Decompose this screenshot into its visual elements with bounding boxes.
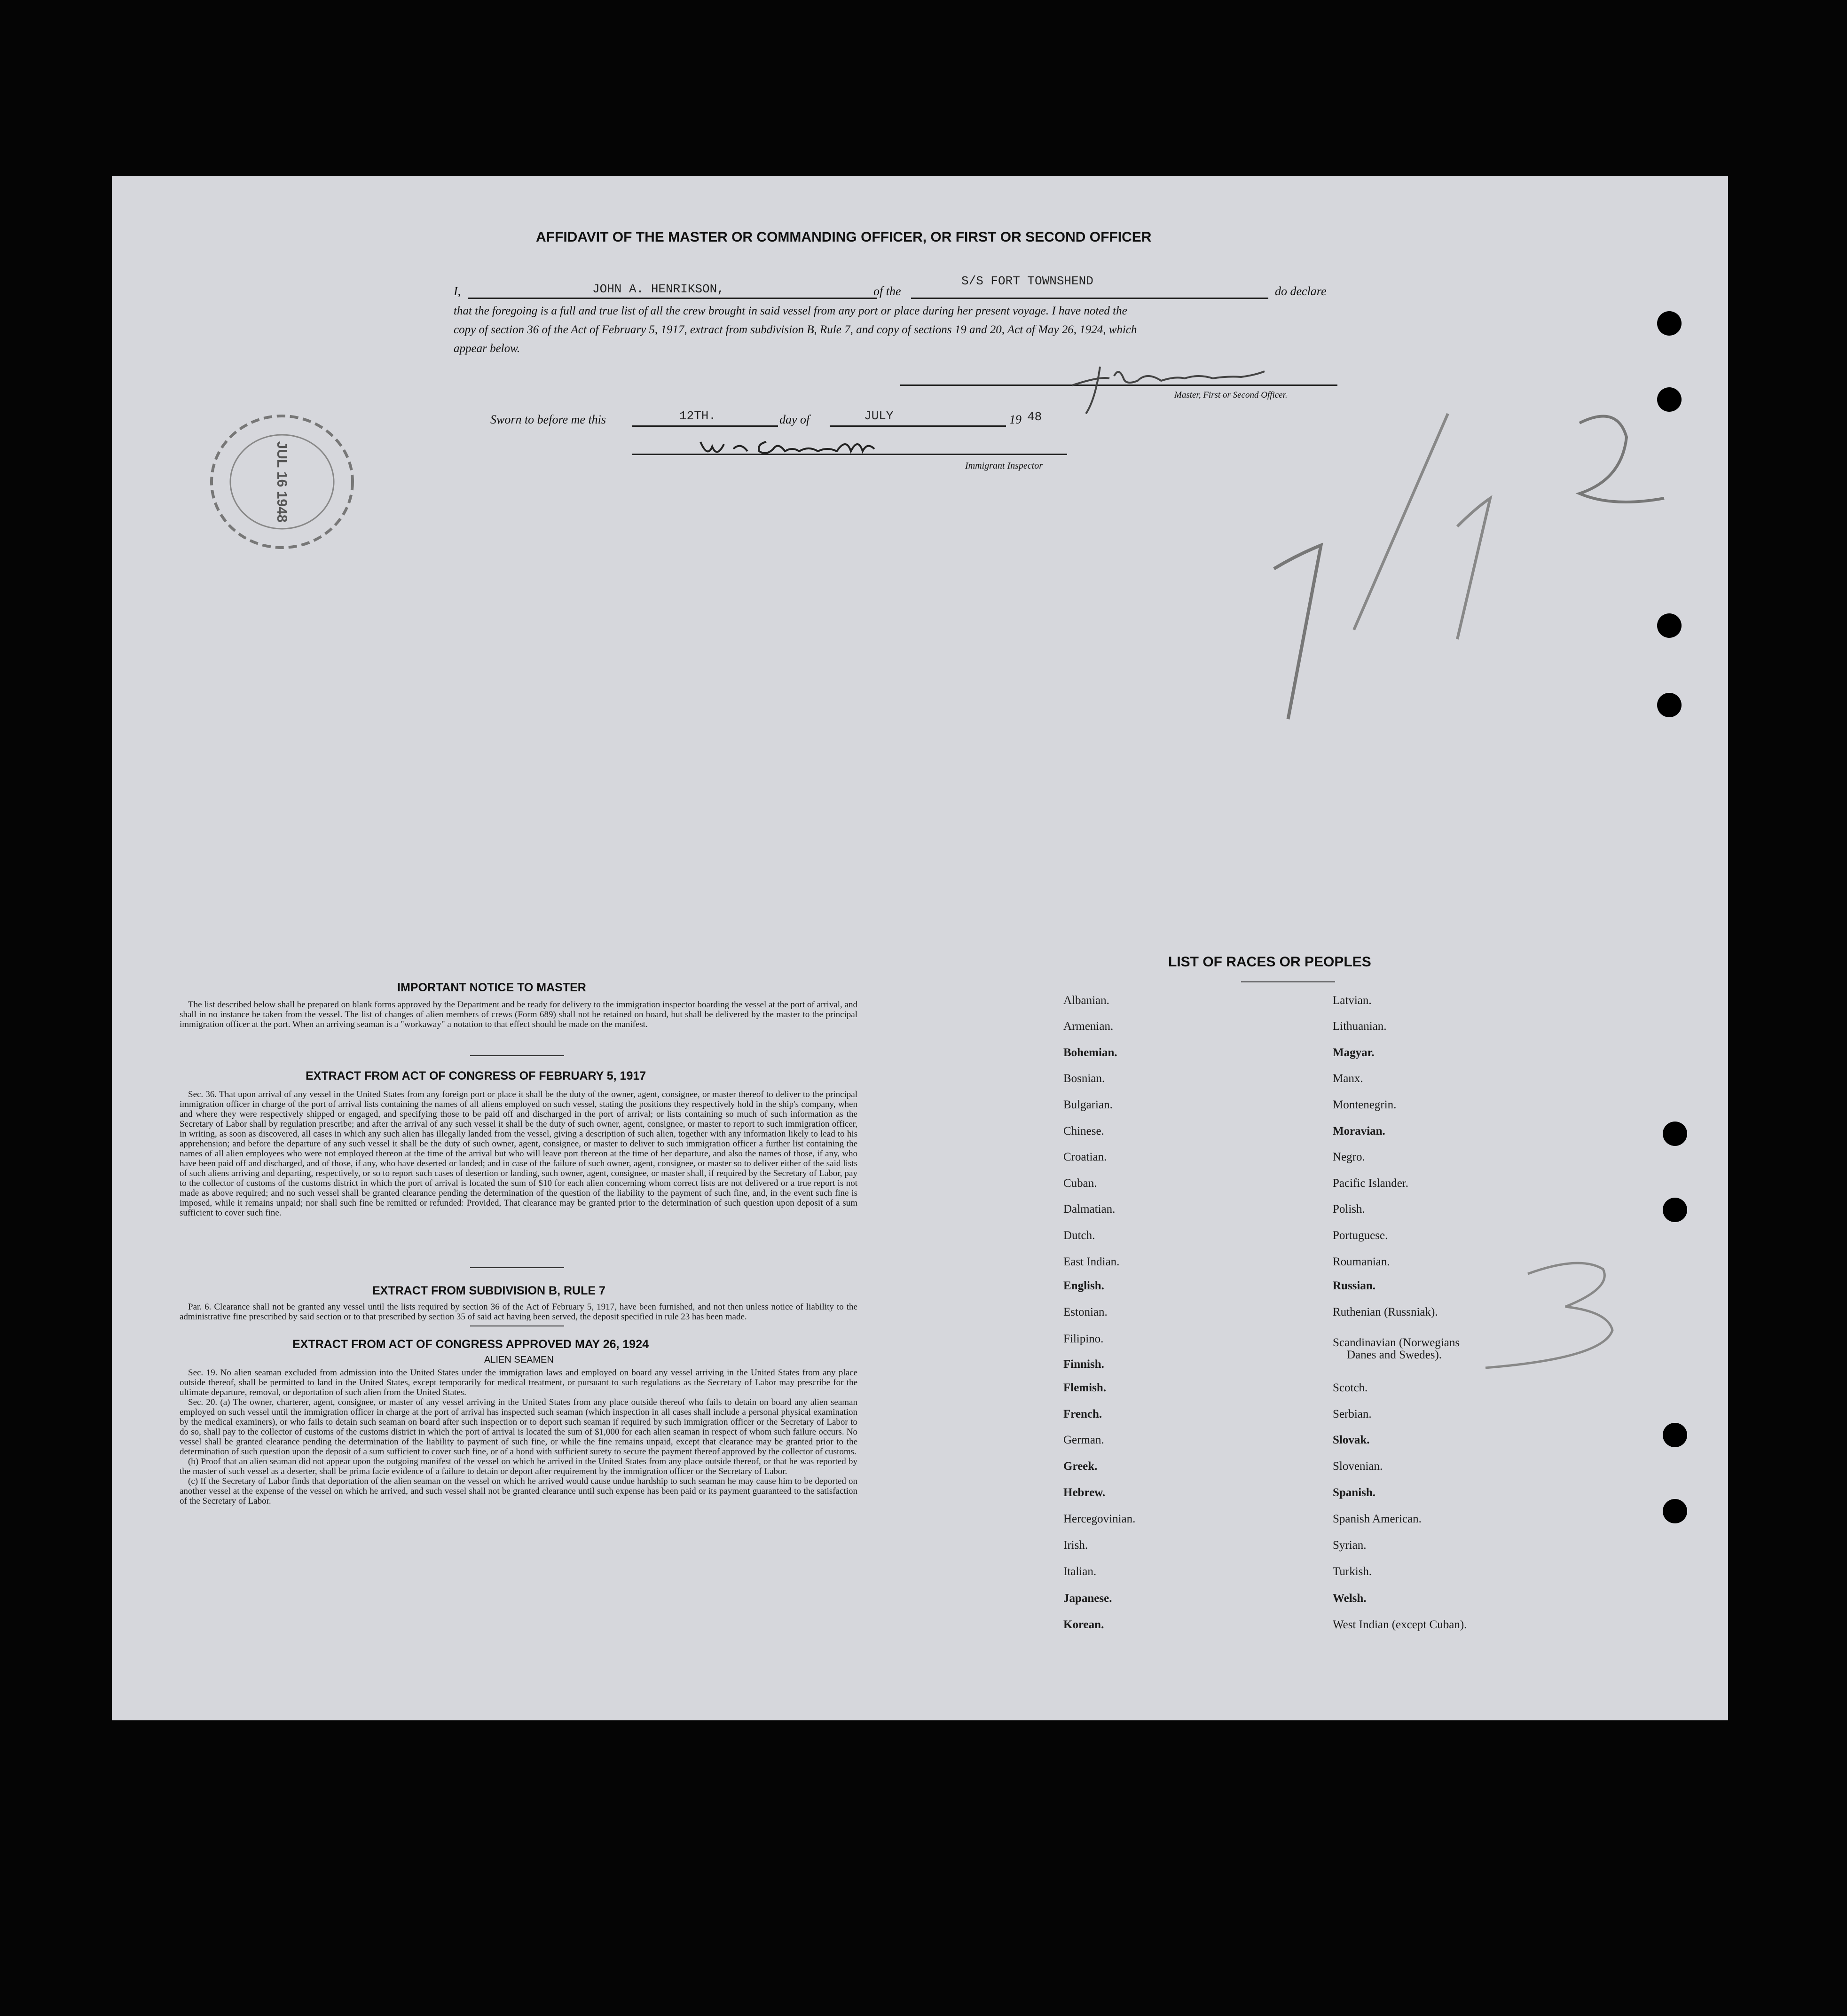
binder-hole (1657, 693, 1682, 717)
rule7-text: Par. 6. Clearance shall not be granted any vessel until the lists required by section 36 of the Act of February 5, 1917, have been furnished, and not then unless notice of liability to the administrative fine prescribed by said section or to that prescribed by section 35 of said act having been served, the deposit specified in rule 23 has been made. (180, 1302, 857, 1322)
race-left-item: English. (1063, 1279, 1104, 1292)
binder-hole (1657, 311, 1682, 336)
race-left-item: Bosnian. (1063, 1072, 1105, 1085)
race-left-item: Korean. (1063, 1618, 1104, 1631)
race-left-item: Bohemian. (1063, 1046, 1117, 1059)
race-right-item: Serbian. (1333, 1408, 1372, 1420)
month-line (830, 425, 1006, 427)
race-left-item: Greek. (1063, 1460, 1098, 1473)
race-right-item: Lithuanian. (1333, 1020, 1387, 1033)
race-right-item: West Indian (except Cuban). (1333, 1618, 1467, 1631)
race-left-item: Italian. (1063, 1565, 1097, 1578)
race-left-item: Japanese. (1063, 1592, 1112, 1605)
race-right-item: Danes and Swedes). (1347, 1349, 1442, 1361)
inspector-signature-line (632, 454, 1067, 455)
statement-line-3: appear below. (454, 342, 520, 355)
race-left-item: Hebrew. (1063, 1486, 1106, 1499)
race-right-item: Moravian. (1333, 1125, 1385, 1137)
sec-20a-text: Sec. 20. (a) The owner, charterer, agent, consignee, or master of any vessel arriving in the United States from any place outside thereof who fails to detain on board any alien seaman employed on such vessel until the immigration officer in charge at the port of arrival has inspected such seaman (which inspection in all cases shall include a personal physical examination by the medical examiners), or who fails to detain such seaman on board after such inspection or to deport such seaman if required by such immigration officer or the Secretary of Labor to do so, shall pay to the collector of customs of the customs district in which the port of arrival is located the sum of $1,000 for each alien seaman in respect of whom such failure occurs. No vessel shall be granted clearance pending the determination of the liability to payment of such fine, or while the fine remains unpaid, except that clearance may be granted prior to the determination of such question upon the deposit of a sum sufficient to cover such fine, or of a bond with sufficient surety to secure the payment thereof approved by the collector of customs. (180, 1397, 857, 1457)
notice-title: IMPORTANT NOTICE TO MASTER (397, 981, 586, 994)
race-right-item: Magyar. (1333, 1046, 1375, 1059)
race-right-item: Manx. (1333, 1072, 1363, 1085)
of-the-label: of the (873, 284, 901, 298)
vessel-line (911, 298, 1268, 299)
binder-hole (1663, 1122, 1687, 1146)
date-stamp (200, 404, 364, 559)
name-line (468, 298, 877, 299)
master-name: JOHN A. HENRIKSON, (592, 282, 724, 296)
race-left-item: French. (1063, 1408, 1102, 1420)
race-left-item: Armenian. (1063, 1020, 1114, 1033)
race-left-item: German. (1063, 1434, 1104, 1446)
race-right-item: Spanish American. (1333, 1513, 1422, 1525)
race-left-item: Albanian. (1063, 994, 1109, 1007)
race-right-item: Negro. (1333, 1151, 1365, 1163)
notice-text: The list described below shall be prepared on blank forms approved by the Department and be ready for delivery to the immigration inspector boarding the vessel at the port of arrival, and shall in no instance be taken from the vessel. The list of changes of alien members of crews (Form 689) shall not be retained on board, but shall be delivered by the master to the principal immigration officer at the port. When an arriving seaman is a "workaway" a notation to that effect should be made on the manifest. (180, 1000, 857, 1029)
binder-hole (1663, 1198, 1687, 1222)
race-left-item: Flemish. (1063, 1381, 1106, 1394)
race-left-item: Bulgarian. (1063, 1098, 1113, 1111)
race-left-item: Estonian. (1063, 1306, 1108, 1318)
binder-hole (1657, 387, 1682, 412)
vessel-name: S/S FORT TOWNSHEND (961, 274, 1093, 288)
handwritten-number-1-12 (1260, 385, 1674, 729)
race-right-item: Polish. (1333, 1203, 1365, 1216)
year-suffix: 48 (1027, 410, 1042, 424)
race-right-item: Scotch. (1333, 1381, 1368, 1394)
sworn-prefix: Sworn to before me this (490, 413, 606, 426)
inspector-label: Immigrant Inspector (965, 461, 1043, 471)
sec-20c-text: (c) If the Secretary of Labor finds that deportation of the alien seaman on the vessel on which he arrived would cause undue hardship to such seaman he may cause him to be deported on another vessel at the expense of the vessel on which he arrived, and such vessel shall not be granted clearance until such expense has been paid or its payment guaranteed to the satisfaction of the Secretary of Labor. (180, 1476, 857, 1506)
race-left-item: Irish. (1063, 1539, 1088, 1552)
race-right-item: Scandinavian (Norwegians (1333, 1336, 1460, 1349)
sec-19-text: Sec. 19. No alien seaman excluded from admission into the United States under the immigration laws and employed on board any vessel arriving in the United States from any place outside thereof, shall be permitted to land in the United States, except temporarily for medical treatment, or pursuant to such regulations as the Secretary of Labor may prescribe for the ultimate departure, removal, or deportation of such alien from the United States. (180, 1368, 857, 1397)
race-right-item: Syrian. (1333, 1539, 1367, 1552)
race-right-item: Portuguese. (1333, 1229, 1388, 1242)
binder-hole (1663, 1499, 1687, 1523)
race-left-item: Croatian. (1063, 1151, 1107, 1163)
race-left-item: East Indian. (1063, 1255, 1120, 1268)
race-right-item: Montenegrin. (1333, 1098, 1397, 1111)
extract-1924-body (180, 1368, 857, 1506)
divider-2 (470, 1267, 564, 1268)
extract-1924-title: EXTRACT FROM ACT OF CONGRESS APPROVED MAY 26, 1924 (292, 1338, 649, 1351)
extract-1917-text: Sec. 36. That upon arrival of any vessel in the United States from any foreign port or place it shall be the duty of the owner, agent, consignee, or master thereof to deliver to the principal immigration officer in charge of the port of arrival lists containing the names of all aliens employed on such vessel, stating the positions they respectively hold in the ship's company, when and where they were respectively shipped or engaged, and specifying those to be paid off and discharged in the port of arrival; or lists containing so much of such information as the Secretary of Labor shall by regulation prescribe; and after the arrival of any such vessel it shall be the duty of such owner, agent, consignee, or master to report to such immigration officer, in writing, as soon as discovered, all cases in which any such alien has illegally landed from the vessel, giving a description of such alien, together with any information likely to lead to his apprehension; and before the departure of any such vessel it shall be the duty of such owner, agent, consignee, or master to deliver to such immigration officer a further list containing the names of all alien employees who were not employed thereon at the time of the arrival but who will leave port thereon at the time of her departure, and also the names of those, if any, who have been paid off and discharged, and of those, if any, who have deserted or landed; and in case of the failure of such owner, agent, consignee, or master so to deliver either of the said lists of such aliens arriving and departing, respectively, or so to report such cases of desertion or landing, such owner, agent, consignee, or master shall, if required by the Secretary of Labor, pay to the collector of customs of the customs district in which the port of arrival is located the sum of $10 for each alien concerning whom correct lists are not delivered or a true report is not made as above required; and no such vessel shall be granted clearance pending the determination of the question of the liability to the payment of such fine, and, in the event such fine is imposed, while it remains unpaid; nor shall such fine be remitted or refunded: Provided, That clearance may be granted prior to the determination of such question upon deposit of a sum sufficient to cover such fine. (180, 1090, 857, 1218)
sworn-month: JULY (864, 409, 894, 423)
race-right-item: Ruthenian (Russniak). (1333, 1306, 1438, 1318)
race-right-item: Latvian. (1333, 994, 1372, 1007)
race-left-item: Cuban. (1063, 1177, 1097, 1190)
day-of-label: day of (779, 413, 810, 426)
divider-1 (470, 1055, 564, 1056)
race-left-item: Dutch. (1063, 1229, 1095, 1242)
race-left-item: Dalmatian. (1063, 1203, 1116, 1216)
race-right-item: Slovak. (1333, 1434, 1370, 1446)
race-right-item: Slovenian. (1333, 1460, 1383, 1473)
race-right-item: Russian. (1333, 1279, 1376, 1292)
rule7-title: EXTRACT FROM SUBDIVISION B, RULE 7 (372, 1284, 605, 1297)
binder-hole (1657, 613, 1682, 638)
race-right-item: Roumanian. (1333, 1255, 1390, 1268)
race-left-item: Hercegovinian. (1063, 1513, 1136, 1525)
race-left-item: Finnish. (1063, 1358, 1104, 1371)
year-prefix: 19 (1009, 413, 1022, 426)
stamp-date: JUL 16 1948 (274, 441, 290, 523)
race-right-item: Turkish. (1333, 1565, 1372, 1578)
affidavit-title: AFFIDAVIT OF THE MASTER OR COMMANDING OFFICER, OR FIRST OR SECOND OFFICER (536, 229, 1152, 245)
do-declare-label: do declare (1275, 284, 1327, 298)
race-right-item: Spanish. (1333, 1486, 1376, 1499)
sworn-day: 12TH. (679, 409, 716, 423)
race-left-item: Chinese. (1063, 1125, 1104, 1137)
handwritten-number-3 (1471, 1260, 1617, 1373)
statement-line-2: copy of section 36 of the Act of February 5, 1917, extract from subdivision B, Rule 7, and copy of sections 19 and 20, Act of May 26, 1924, which (454, 323, 1137, 336)
race-right-item: Pacific Islander. (1333, 1177, 1409, 1190)
races-divider (1241, 981, 1335, 982)
sec-20b-text: (b) Proof that an alien seaman did not appear upon the outgoing manifest of the vessel on which he arrived in the United States from any place outside thereof, or that he was reported by the master of such vessel as a deserter, shall be prima facie evidence of a failure to detain or deport after requirement by the immigration officer or the Secretary of Labor. (180, 1457, 857, 1476)
races-title: LIST OF RACES OR PEOPLES (1168, 954, 1371, 970)
day-line (632, 425, 778, 427)
race-left-item: Filipino. (1063, 1333, 1104, 1345)
extract-1924-subtitle: ALIEN SEAMEN (484, 1355, 554, 1365)
extract-1917-title: EXTRACT FROM ACT OF CONGRESS OF FEBRUARY 5, 1917 (306, 1069, 646, 1083)
statement-line-1: that the foregoing is a full and true list of all the crew brought in said vessel from any port or place during her present voyage. I have noted the (454, 305, 1127, 317)
binder-hole (1663, 1423, 1687, 1447)
master-label: Master, First or Second Officer. (1174, 390, 1288, 400)
race-right-item: Welsh. (1333, 1592, 1367, 1605)
inspector-signature-mark (696, 432, 917, 465)
prefix-i: I, (454, 284, 461, 298)
